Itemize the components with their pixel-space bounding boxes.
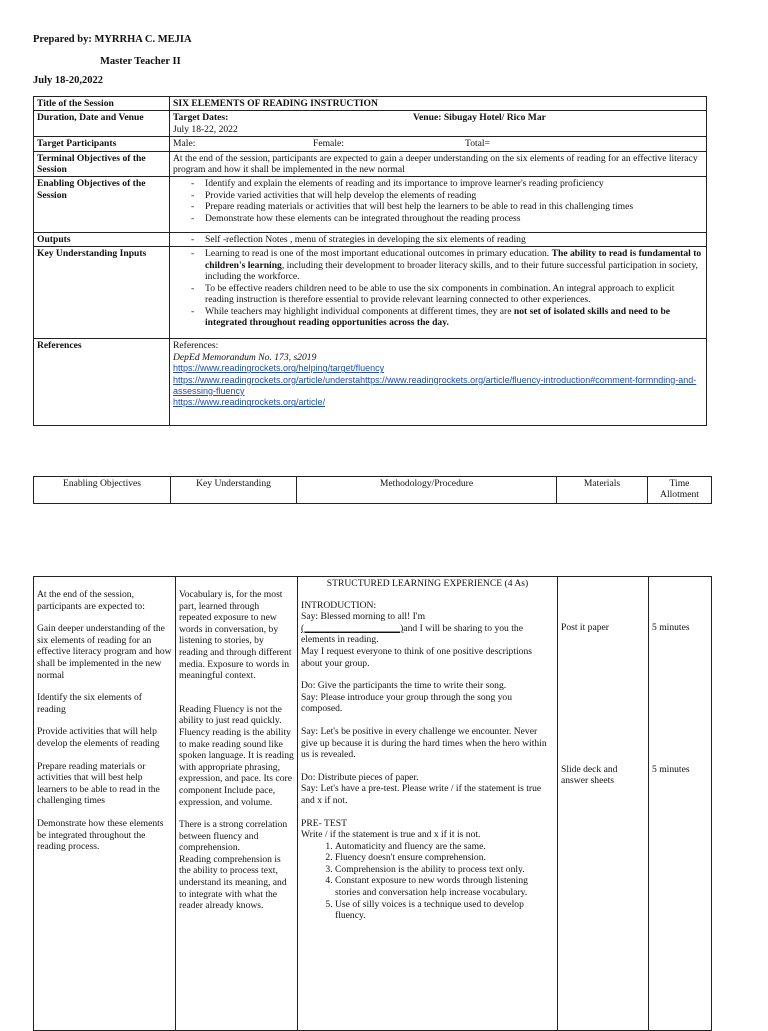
say-text: Say: Let's be positive in every challenge we encounter. Never give up because it is during the hard times when the hero within us is revealed. — [301, 725, 547, 761]
time-text: 5 minutes — [652, 622, 690, 633]
key-label: Key Understanding Inputs — [34, 247, 170, 339]
objective-text: At the end of the session, participants are expected to: — [37, 589, 145, 612]
time-text: 5 minutes — [652, 763, 690, 775]
list-item: - Provide varied activities that will help develop the elements of reading — [205, 190, 703, 201]
list-item: - Demonstrate how these elements can be integrated throughout the reading process — [205, 213, 703, 224]
objective-text: Demonstrate how these elements be integrated throughout the reading process. — [37, 817, 164, 853]
say-text: Say: Let's have a pre-test. Please write / if the statement is true and x if not. — [301, 783, 542, 806]
duration-label: Duration, Date and Venue — [34, 111, 170, 137]
terminal-value: At the end of the session, participants are expected to gain a deeper understanding on the six elements of reading for an effective literacy program and how it shall be implemented in the new normal — [170, 151, 707, 177]
objective-text: Gain deeper understanding of the six elements of reading for an effective literacy program and how shall be implemented in the new normal — [37, 623, 172, 681]
col-time-allotment: Time Allotment — [648, 477, 712, 504]
materials-cell — [558, 577, 649, 1031]
ku-text: Reading Fluency is not the ability to just read quickly. Fluency reading is the ability to make reading sound like spoken language. It is reading with appropriate phrasing, expression, and pace. Its core component Include pace, expression, and volume. — [179, 703, 294, 808]
ku-text: Vocabulary is, for the most part, learned through repeated exposure to new words in conversation, by listening to stories, by reading and through different media. Exposure to words in meaningful context. — [179, 589, 292, 682]
do-text: Do: Distribute pieces of paper. — [301, 771, 419, 783]
reference-link[interactable]: https://www.readingrockets.org/article/understahttps://www.readingrockets.org/article/fluency-introduction#comment-formnding-and-assessing-fluency — [173, 374, 697, 396]
say-text: May I request everyone to think of one positive descriptions about your group. — [301, 645, 532, 669]
list-item: 5. Use of silly voices is a technique used to develop fluency. — [335, 899, 554, 922]
participants-cell — [170, 137, 707, 151]
ku-text: Reading comprehension is the ability to process text, understand its meaning, and to integrate with what the reader already knows. — [179, 853, 287, 912]
time-cell — [649, 577, 712, 1031]
enabling-label: Enabling Objectives of the Session — [34, 177, 170, 233]
title-value: SIX ELEMENTS OF READING INSTRUCTION — [170, 97, 707, 111]
venue: Venue: Sibugay Hotel/ Rico Mar — [413, 112, 546, 124]
total-label: Total= — [465, 138, 490, 150]
female-label: Female: — [313, 138, 344, 150]
key-understanding-cell — [176, 577, 298, 1031]
objective-text: Provide activities that will help develop the elements of reading — [37, 726, 160, 749]
deped-memo: DepEd Memorandum No. 173, s2019 — [173, 351, 317, 363]
col-enabling-objectives: Enabling Objectives — [34, 477, 171, 504]
terminal-label: Terminal Objectives of the Session — [34, 151, 170, 177]
list-item: - Learning to read is one of the most important educational outcomes in primary education. The ability to read is fundamental to children's learning, including their development to broader literacy skills, and to their future successful participation in society, including the workforce. — [205, 248, 703, 282]
say-text: Say: Blessed morning to all! I'm (____________________)and I will be sharing to you the elements in reading. — [301, 611, 523, 646]
key-list — [173, 248, 703, 328]
procedure-table — [33, 576, 712, 1031]
do-text: Do: Give the participants the time to write their song. — [301, 680, 507, 692]
pretest-instruction: Write / if the statement is true and x if it is not. — [301, 829, 481, 841]
references-label: References — [34, 339, 170, 426]
enabling-cell — [170, 177, 707, 233]
reference-link[interactable]: https://www.readingrockets.org/article/ — [173, 397, 326, 408]
pretest-title: PRE- TEST — [301, 817, 347, 829]
duration-cell — [170, 111, 707, 137]
outputs-value: - Self -reflection Notes , menu of strategies in developing the six elements of reading — [205, 234, 703, 245]
intro-heading: INTRODUCTION: — [301, 599, 377, 611]
key-cell — [170, 247, 707, 339]
col-methodology: Methodology/Procedure — [297, 477, 557, 504]
list-item: - To be effective readers children need to be able to use the six components in combination. An integral approach to explicit reading instruction is therefore essential to provide relevant learning connected to other experiences. — [205, 283, 703, 306]
list-item: - Identify and explain the elements of reading and its importance to improve learner's reading proficiency — [205, 178, 703, 189]
outputs-label: Outputs — [34, 233, 170, 247]
reference-link[interactable]: https://www.readingrockets.org/helping/target/fluency — [173, 363, 385, 374]
list-item: 1. Automaticity and fluency are the same. — [335, 841, 554, 853]
ku-text: There is a strong correlation between fluency and comprehension. — [179, 819, 288, 854]
material-text: Post it paper — [561, 622, 609, 633]
col-materials: Materials — [557, 477, 648, 504]
list-item: 3. Comprehension is the ability to process text only. — [335, 864, 554, 876]
say-text: Say: Please introduce your group through the song you composed. — [301, 691, 513, 715]
prepared-by: Prepared by: MYRRHA C. MEJIA — [33, 34, 192, 45]
references-heading: References: — [173, 340, 219, 352]
participants-label: Target Participants — [34, 137, 170, 151]
objective-text: Identify the six elements of reading — [37, 692, 142, 715]
position: Master Teacher II — [100, 56, 181, 67]
list-item: 4. Constant exposure to new words through listening stories and conversation help increase vocabulary. — [335, 875, 554, 898]
date: July 18-20,2022 — [33, 75, 104, 86]
column-header-table — [33, 476, 712, 504]
target-dates-value: July 18-22, 2022 — [173, 123, 238, 135]
sle-title: STRUCTURED LEARNING EXPERIENCE (4 As) — [326, 578, 529, 589]
list-item: - Prepare reading materials or activities that will best help the learners to be able to read in this challenging times — [205, 201, 703, 212]
methodology-cell — [298, 577, 558, 1031]
material-text: Slide deck and answer sheets — [561, 763, 618, 787]
male-label: Male: — [173, 138, 196, 150]
objectives-cell — [34, 577, 176, 1031]
target-dates-label: Target Dates: — [173, 112, 229, 124]
list-item: 2. Fluency doesn't ensure comprehension. — [335, 852, 554, 864]
objective-text: Prepare reading materials or activities that will best help learners to be able to read in the challenging times — [37, 760, 160, 807]
session-plan-table — [33, 96, 707, 426]
outputs-cell — [170, 233, 707, 247]
list-item: - While teachers may highlight individual components at different times, they are not set of isolated skills and need to be integrated throughout reading opportunities across the day. — [205, 306, 703, 329]
references-cell — [170, 339, 707, 426]
pretest-list — [301, 841, 554, 922]
title-label: Title of the Session — [34, 97, 170, 111]
col-key-understanding: Key Understanding — [171, 477, 297, 504]
enabling-list — [173, 178, 703, 224]
